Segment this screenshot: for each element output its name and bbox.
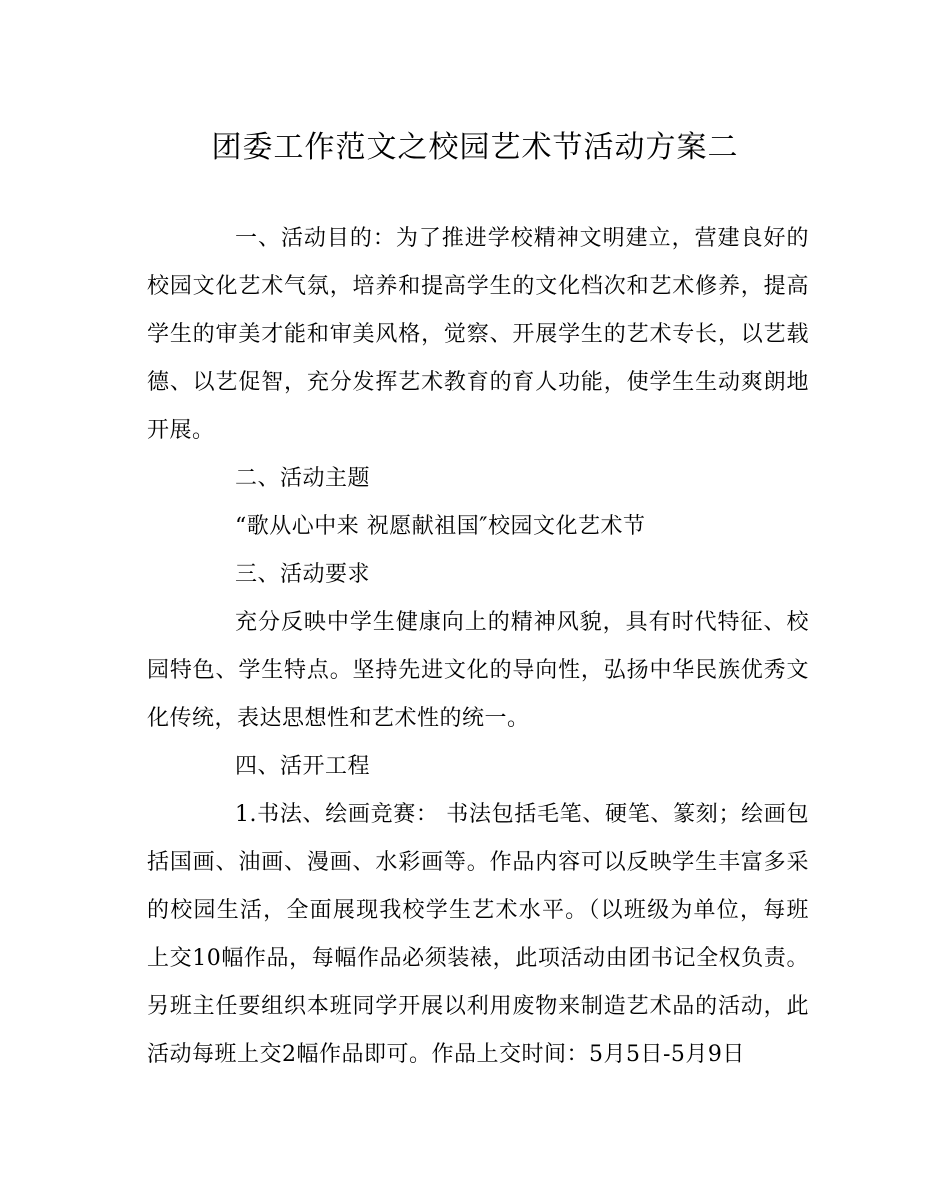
paragraph-theme-slogan: “歌从心中来 祝愿献祖国″校园文化艺术节 — [235, 514, 646, 539]
heading-activity-theme: 二、活动主题 — [235, 466, 371, 491]
heading-activity-requirements: 三、活动要求 — [235, 562, 371, 587]
document-title: 团委工作范文之校园艺术节活动方案二 — [211, 130, 739, 165]
paragraph-requirements: 充分反映中学生健康向上的精神风貌，具有时代特征、校园特色、学生特点。坚持先进文化的导向性，弘扬中华民族优秀文化传统，表达思想性和艺术性的统一。 — [147, 610, 809, 731]
paragraph-calligraphy-painting-contest: 1.书法、绘画竞赛： 书法包括毛笔、硬笔、篆刻；绘画包括国画、油画、漫画、水彩画等。作品内容可以反映学生丰富多采的校园生活，全面展现我校学生艺术水平。（以班级为单位，每班上交10幅作品，每幅作品必须装裱，此项活动由团书记全权负责。另班主任要组织本班同学开展以利用废物来制造艺术品的活动，此活动每班上交2幅作品即可。作品上交时间：5月5日-5月9日 — [147, 802, 809, 1067]
heading-activity-projects: 四、活开工程 — [235, 754, 371, 779]
document-body — [147, 215, 809, 1079]
paragraph-activity-purpose: 一、活动目的：为了推进学校精神文明建立，营建良好的校园文化艺术气氛，培养和提高学生的文化档次和艺术修养，提高学生的审美才能和审美风格，觉察、开展学生的艺术专长，以艺载德、以艺促智，充分发挥艺术教育的育人功能，使学生生动爽朗地开展。 — [147, 226, 809, 443]
